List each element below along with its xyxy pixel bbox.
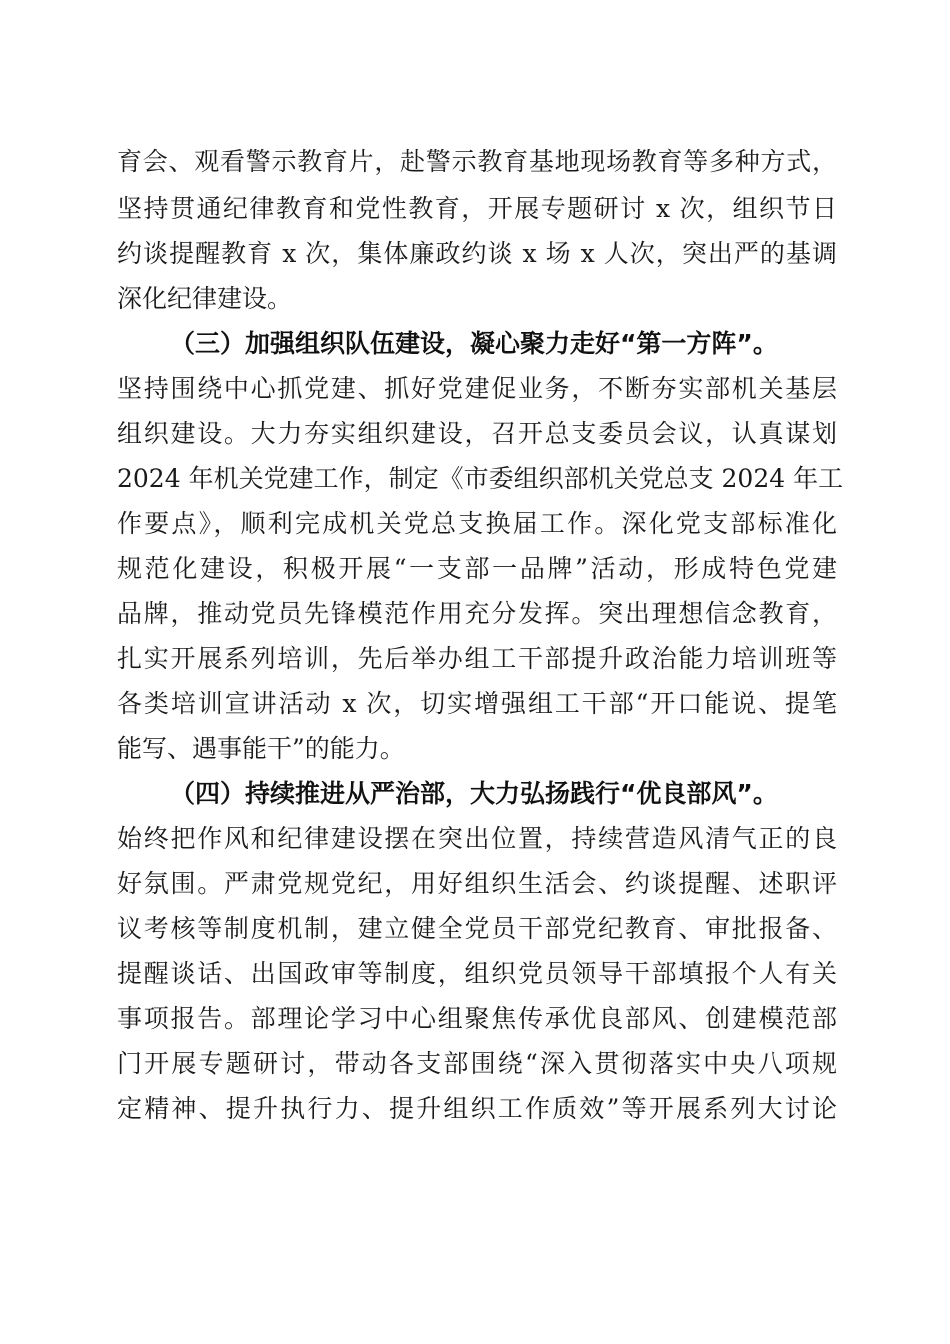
body-text-line: 始终把作风和纪律建设摆在突出位置，持续营造风清气正的良 (117, 824, 837, 853)
body-text-line: 坚持围绕中心抓党建、抓好党建促业务，不断夯实部机关基层 (117, 374, 837, 403)
body-text-line: 品牌，推动党员先锋模范作用充分发挥。突出理想信念教育， (117, 599, 837, 628)
body-text-line: 定精神、提升执行力、提升组织工作质效”等开展系列大讨论 (117, 1094, 837, 1123)
section-heading-4: （四）持续推进从严治部，大力弘扬践行“优良部风”。 (170, 779, 778, 808)
body-text-line: 作要点》，顺利完成机关党总支换届工作。深化党支部标准化 (117, 509, 837, 538)
body-text-line: 深化纪律建设。 (117, 284, 293, 313)
body-text-line: 规范化建设，积极开展“一支部一品牌”活动，形成特色党建 (117, 554, 837, 583)
body-text-line: 提醒谈话、出国政审等制度，组织党员领导干部填报个人有关 (117, 959, 837, 988)
body-text-line: 门开展专题研讨，带动各支部围绕“深入贯彻落实中央八项规 (117, 1049, 837, 1078)
body-text-line: 事项报告。部理论学习中心组聚焦传承优良部风、创建模范部 (117, 1004, 837, 1033)
body-text-line: 育会、观看警示教育片，赴警示教育基地现场教育等多种方式， (117, 147, 837, 176)
section-heading-3: （三）加强组织队伍建设，凝心聚力走好“第一方阵”。 (170, 329, 778, 358)
body-text-line: 各类培训宣讲活动 x 次，切实增强组工干部“开口能说、提笔 (117, 689, 837, 718)
body-text-line: 坚持贯通纪律教育和党性教育，开展专题研讨 x 次，组织节日 (117, 194, 837, 223)
body-text-line: 2024 年机关党建工作，制定《市委组织部机关党总支 2024 年工 (117, 464, 844, 493)
body-text-line: 组织建设。大力夯实组织建设，召开总支委员会议，认真谋划 (117, 419, 837, 448)
body-text-line: 能写、遇事能干”的能力。 (117, 734, 405, 763)
body-text-line: 好氛围。严肃党规党纪，用好组织生活会、约谈提醒、述职评 (117, 869, 837, 898)
body-text-line: 约谈提醒教育 x 次，集体廉政约谈 x 场 x 人次，突出严的基调 (117, 239, 837, 268)
body-text-line: 议考核等制度机制，建立健全党员干部党纪教育、审批报备、 (117, 914, 837, 943)
body-text-line: 扎实开展系列培训，先后举办组工干部提升政治能力培训班等 (117, 644, 837, 673)
